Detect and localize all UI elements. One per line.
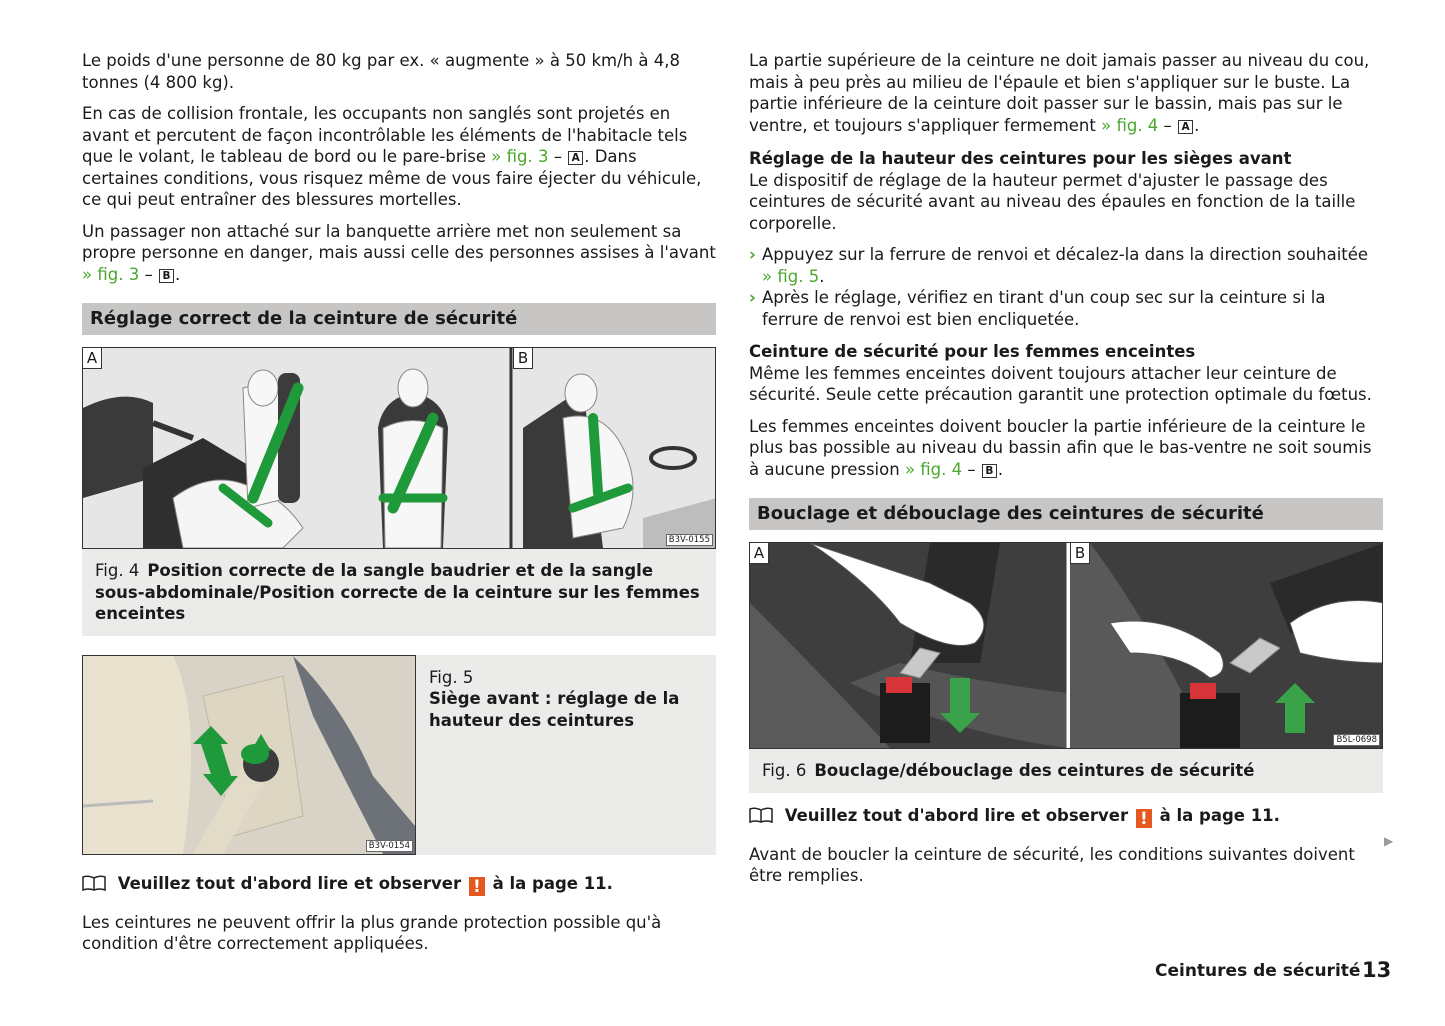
figure-6-caption (749, 749, 1383, 793)
figure-code: B3V-0155 (666, 534, 713, 546)
figure-title: Position correcte de la sangle baudrier et de la sangle sous-abdominale/Position correcte de la ceinture sur les femmes enceintes (95, 561, 700, 623)
paragraph-pregnant-lap: Les femmes enceintes doivent boucler la partie inférieure de la ceinture le plus bas possible au niveau du bassin afin que le bas-ventre ne soit soumis à aucune pression » fig. 4 – B . (749, 416, 1372, 479)
figure-label-b: B (513, 348, 533, 369)
figure-5 (82, 655, 716, 855)
figure-number: Fig. 6 (762, 761, 807, 780)
buckle-illustration (750, 543, 1383, 748)
pregnant-block (749, 341, 1383, 480)
chevron-right-icon: › (749, 288, 756, 307)
right-column (749, 50, 1383, 897)
paragraph-height-adjust: Le dispositif de réglage de la hauteur permet d'ajuster le passage des ceintures de sécurité avant au niveau des épaules en fonction de la taille corporelle. (749, 170, 1356, 233)
chevron-right-icon: › (749, 245, 756, 264)
figure-number: Fig. 5 (429, 667, 474, 687)
section-title-buckling: Bouclage et débouclage des ceintures de sécurité (749, 498, 1383, 530)
figure-code: B5L-0698 (1333, 734, 1380, 746)
figure-title: Siège avant : réglage de la hauteur des ceintures (429, 689, 680, 730)
paragraph-rear-passenger: Un passager non attaché sur la banquette arrière met non seulement sa propre personne en danger, mais aussi celle des personnes assises à l'avant » fig. 3 – B . (82, 221, 716, 284)
figure-title: Bouclage/débouclage des ceintures de sécurité (814, 761, 1255, 780)
seatbelt-position-illustration (83, 348, 716, 548)
bullet-item: › Appuyez sur la ferrure de renvoi et décalez-la dans la direction souhaitée » fig. 5. (749, 245, 1369, 286)
figure-4-image (82, 347, 716, 549)
paragraph-weight: Le poids d'une personne de 80 kg par ex. « augmente » à 50 km/h à 4,8 tonnes (4 800 kg). (82, 51, 680, 92)
figure-6 (749, 542, 1383, 793)
warning-icon: ! (1136, 809, 1152, 828)
bullet-item: › Après le réglage, vérifiez en tirant d'un coup sec sur la ceinture si la ferrure de renvoi est bien encliquetée. (749, 288, 1326, 329)
book-icon (82, 875, 106, 891)
figure-code: B3V-0154 (366, 840, 413, 852)
figure-4 (82, 347, 716, 636)
read-notice: Veuillez tout d'abord lire et observer ! à la page 11. (82, 873, 716, 896)
paragraph-belt-protection: Les ceintures ne peuvent offrir la plus grande protection possible qu'à condition d'être correctement appliquées. (82, 912, 662, 953)
paragraph-conditions: Avant de boucler la ceinture de sécurité, les conditions suivantes doivent être remplies. (749, 844, 1355, 885)
page-number: 13 (1362, 958, 1392, 982)
fig-reference[interactable]: » fig. 3 (491, 147, 549, 166)
figure-5-image (82, 655, 416, 855)
figure-label-a: A (750, 543, 769, 564)
figure-5-caption (429, 667, 699, 732)
paragraph-pregnant: Même les femmes enceintes doivent toujours attacher leur ceinture de sécurité. Seule cette précaution garantit une protection optimale du fœtus. (749, 363, 1372, 404)
key-a: A (568, 151, 583, 165)
key-b: B (982, 464, 997, 478)
paragraph-belt-placement: La partie supérieure de la ceinture ne doit jamais passer au niveau du cou, mais à peu près au milieu de l'épaule et bien s'appliquer sur le buste. La partie inférieure de la ceinture doit passer sur le bassin, mais pas sur le ventre, et toujours s'appliquer fermement » fig. 4 – A . (749, 51, 1370, 135)
footer-chapter-title: Ceintures de sécurité (1155, 961, 1361, 981)
fig-reference[interactable]: » fig. 3 (82, 264, 140, 284)
read-notice: Veuillez tout d'abord lire et observer ! à la page 11. (749, 805, 1383, 828)
figure-number: Fig. 4 (95, 561, 140, 580)
warning-icon: ! (469, 877, 485, 896)
subheading-height-adjust: Réglage de la hauteur des ceintures pour les sièges avant (749, 149, 1292, 168)
figure-4-caption (82, 549, 716, 636)
key-b: B (159, 269, 174, 283)
belt-height-adjuster-illustration (83, 656, 415, 854)
continue-arrow-icon: ▶ (1384, 834, 1394, 848)
key-a: A (1178, 120, 1193, 134)
figure-6-image (749, 542, 1383, 749)
fig-reference[interactable]: » fig. 5 (762, 266, 820, 286)
fig-reference[interactable]: » fig. 4 (904, 459, 963, 479)
subheading-pregnant: Ceinture de sécurité pour les femmes enceintes (749, 342, 1196, 361)
book-icon (749, 807, 773, 823)
left-column (82, 50, 716, 965)
fig-reference[interactable]: » fig. 4 (1101, 115, 1159, 135)
figure-label-b: B (1070, 543, 1090, 564)
figure-label-a: A (83, 348, 102, 369)
paragraph-collision: En cas de collision frontale, les occupants non sanglés sont projetés en avant et percutent de façon incontrôlable les éléments de l'habitacle tels que le volant, le tableau de bord ou le pare-brise » fig. 3 – A . Dans certaines conditions, vous risquez même de vous faire éjecter du véhicule, ce qui peut entraîner des blessures mortelles. (82, 104, 702, 209)
height-adjust-block (749, 148, 1383, 330)
section-title-correct-adjustment: Réglage correct de la ceinture de sécurité (82, 303, 716, 335)
